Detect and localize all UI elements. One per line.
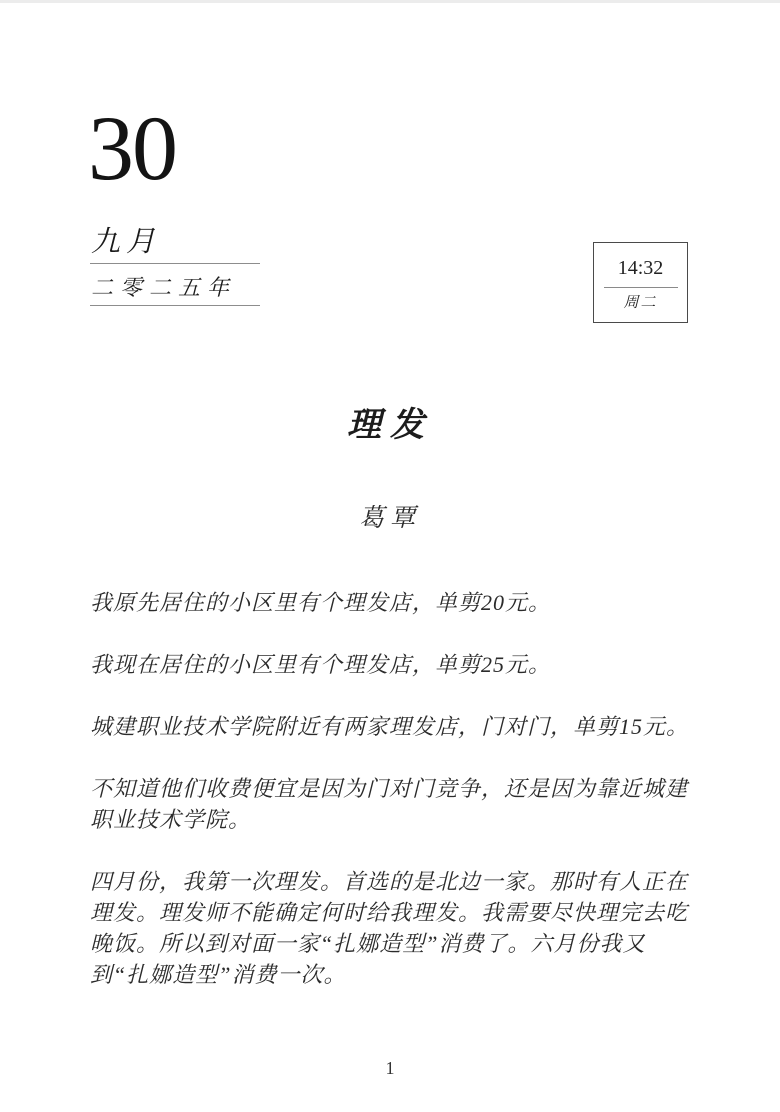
paragraph: 我原先居住的小区里有个理发店，单剪20元。 <box>90 590 552 615</box>
header-divider-top <box>90 263 260 264</box>
header-divider-bottom <box>90 305 260 306</box>
paragraph: 城建职业技术学院附近有两家理发店，门对门，单剪15元。 <box>90 714 690 739</box>
article-author: 葛覃 <box>358 505 421 532</box>
clock-widget <box>593 242 688 323</box>
article <box>90 404 690 1021</box>
article-body <box>90 587 690 990</box>
article-title: 理发 <box>347 407 433 444</box>
page-number: 1 <box>385 1058 395 1078</box>
clock-time: 14:32 <box>617 256 664 279</box>
date-day: 30 <box>88 97 176 199</box>
date-month: 九月 <box>91 226 162 258</box>
paragraph: 我现在居住的小区里有个理发店，单剪25元。 <box>90 652 552 677</box>
clock-divider <box>604 287 678 288</box>
screen-top-edge <box>0 0 780 3</box>
date-year: 二零二五年 <box>91 275 237 300</box>
paragraph: 四月份，我第一次理发。首选的是北边一家。那时有人正在理发。理发师不能确定何时给我理发。我需要尽快理完去吃晚饭。所以到对面一家“扎娜造型”消费了。六月份我又到“扎娜造型”消费一次。 <box>90 869 689 987</box>
paragraph: 不知道他们收费便宜是因为门对门竞争，还是因为靠近城建职业技术学院。 <box>90 776 689 832</box>
clock-weekday: 周二 <box>623 294 658 311</box>
